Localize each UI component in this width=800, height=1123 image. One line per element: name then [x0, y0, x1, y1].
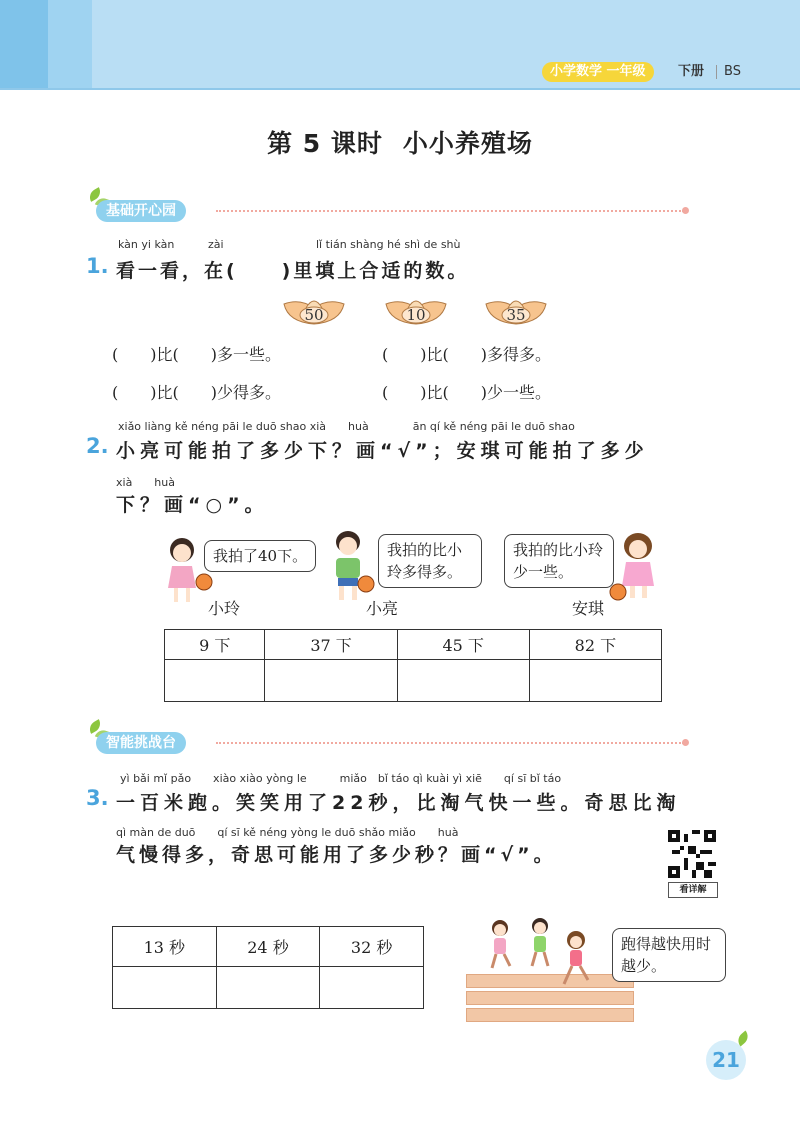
pinyin: xiǎo liàng kě néng pāi le duō shao xià huà ān qí kě néng pāi le duō shao [118, 420, 575, 433]
speech-bubble-xiaoling: 我拍了40下。 [204, 540, 316, 572]
lesson-name: 小小养殖场 [402, 129, 533, 158]
divider-dot [682, 739, 689, 746]
section-banner-basic: 基础开心园 [96, 200, 186, 222]
header-accent-strip [0, 0, 48, 90]
answer-cell[interactable] [113, 967, 217, 1009]
flower-card-3 [484, 294, 548, 328]
book-tag: 小学数学 一年级 [542, 62, 654, 82]
girl-anqi-illustration [604, 530, 664, 606]
speech-bubble-xiaoliang: 我拍的比小玲多得多。 [378, 534, 482, 588]
question-number: 2. [86, 434, 109, 458]
qr-label[interactable]: 看详解 [668, 882, 718, 898]
speech-bubble-anqi: 我拍的比小玲少一些。 [504, 534, 614, 588]
table-cell: 24 秒 [216, 927, 320, 967]
flower-card-2 [384, 294, 448, 328]
book-edition: BS [724, 64, 741, 79]
section-banner-challenge: 智能挑战台 [96, 732, 186, 754]
answer-cell[interactable] [397, 660, 529, 702]
table-cell: 32 秒 [320, 927, 424, 967]
answer-table-q2 [164, 629, 662, 702]
pinyin: kàn yi kàn [118, 238, 175, 251]
question-number: 1. [86, 254, 109, 278]
section-divider [216, 742, 684, 744]
answer-table-q3 [112, 926, 424, 1009]
table-cell: 13 秒 [113, 927, 217, 967]
pinyin: xià huà [116, 476, 175, 489]
pinyin: zài [208, 238, 224, 251]
table-cell: 9 下 [165, 630, 265, 660]
fill-blank-line: ( )比( )多一些。 [112, 345, 281, 364]
flower-number: 10 [406, 306, 426, 324]
boy-xiaoliang-illustration [320, 528, 376, 606]
table-cell: 37 下 [265, 630, 397, 660]
header-divider [0, 88, 800, 90]
answer-cell[interactable] [165, 660, 265, 702]
flower-number: 50 [304, 306, 324, 324]
answer-cell[interactable] [529, 660, 661, 702]
question-text: 下？画“○”。 [116, 494, 269, 516]
pinyin: qì màn de duō qí sī kě néng yòng le duō shǎo miǎo huà [116, 826, 459, 839]
question-text: 看一看，在( )里填上合适的数。 [116, 260, 470, 282]
qr-code-icon[interactable] [668, 830, 716, 878]
table-cell: 45 下 [397, 630, 529, 660]
kid-name: 安琪 [572, 599, 605, 618]
question-text: 气慢得多，奇思可能用了多少秒？画“√”。 [116, 844, 557, 866]
running-track-lane [466, 1008, 634, 1022]
header-separator [716, 65, 717, 79]
question-text: 一百米跑。笑笑用了22秒，比淘气快一些。奇思比淘 [116, 792, 681, 814]
table-cell: 82 下 [529, 630, 661, 660]
fill-blank-line: ( )比( )少一些。 [382, 383, 551, 402]
lesson-number: 第 5 课时 [267, 129, 383, 158]
question-text: 小亮可能拍了多少下？画“√”；安琪可能拍了多少 [116, 440, 649, 462]
fill-blank-line: ( )比( )多得多。 [382, 345, 551, 364]
answer-cell[interactable] [320, 967, 424, 1009]
running-children-illustration [484, 914, 614, 994]
flower-number: 35 [506, 306, 526, 324]
divider-dot [682, 207, 689, 214]
pinyin: lǐ tián shàng hé shì de shù [316, 238, 461, 251]
section-divider [216, 210, 684, 212]
kid-name: 小亮 [366, 599, 399, 618]
kid-name: 小玲 [208, 599, 241, 618]
speech-bubble-tip: 跑得越快用时越少。 [612, 928, 726, 982]
answer-cell[interactable] [265, 660, 397, 702]
lesson-title [0, 124, 800, 160]
question-number: 3. [86, 786, 109, 810]
fill-blank-line: ( )比( )少得多。 [112, 383, 281, 402]
page-number: 21 [706, 1040, 746, 1080]
pinyin: yì bǎi mǐ pǎo xiào xiào yòng le miǎo bǐ táo qì kuài yì xiē qí sī bǐ táo [120, 772, 562, 785]
answer-cell[interactable] [216, 967, 320, 1009]
book-volume: 下册 [678, 64, 705, 79]
header-accent-strip-2 [48, 0, 92, 90]
flower-card-1 [282, 294, 346, 328]
